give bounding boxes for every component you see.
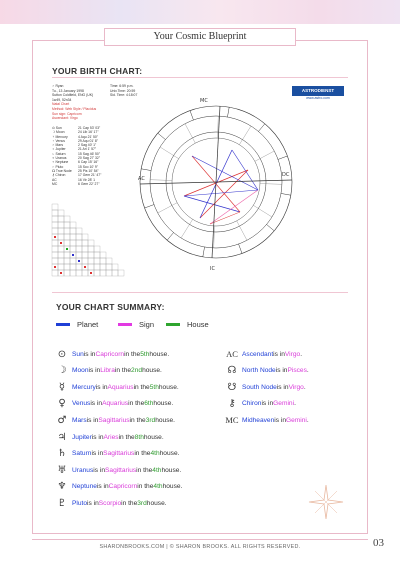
summary-row bbox=[52, 431, 164, 443]
aspect-grid-cell bbox=[64, 228, 70, 234]
glyph-icon: ♀ bbox=[58, 398, 66, 410]
chart-info-time-line: Time: 6:59 p.m. bbox=[110, 84, 134, 88]
summary-row bbox=[52, 497, 167, 509]
aspect-grid-cell bbox=[106, 270, 112, 276]
summary-sign: Virgo bbox=[284, 350, 301, 358]
summary-connector: in the bbox=[124, 350, 141, 358]
aspect-grid-cell bbox=[64, 240, 70, 246]
planet-table-position: 21 Ari 1' 57" bbox=[78, 147, 97, 152]
aspect-grid-cell bbox=[52, 228, 58, 234]
summary-connector: in the bbox=[134, 450, 151, 458]
glyph-icon: ⚷ bbox=[228, 398, 236, 410]
summary-suffix: . bbox=[303, 383, 306, 391]
aspect-grid-cell bbox=[112, 270, 118, 276]
chart-info-time-line: Univ.Time: 20:59 bbox=[110, 88, 136, 93]
summary-planet: Jupiter bbox=[72, 433, 92, 441]
summary-connector: in the bbox=[136, 466, 153, 474]
aspect-grid-mark bbox=[90, 272, 92, 274]
summary-house: 8th bbox=[134, 433, 144, 441]
aspect-grid-cell bbox=[88, 264, 94, 270]
birth-chart-image bbox=[52, 84, 348, 284]
summary-suffix: house. bbox=[159, 450, 180, 458]
aspect-grid-cell bbox=[58, 252, 64, 258]
summary-connector: is in bbox=[88, 367, 101, 375]
aspect-grid-cell bbox=[118, 270, 124, 276]
summary-connector: in the bbox=[128, 400, 145, 408]
summary-connector: in the bbox=[133, 383, 150, 391]
summary-planet: Venus bbox=[72, 400, 91, 408]
summary-sign: Scorpio bbox=[98, 499, 122, 507]
summary-connector: is in bbox=[90, 400, 103, 408]
planet-table-name: ♄ Saturn bbox=[52, 151, 66, 156]
summary-suffix: . bbox=[300, 350, 303, 358]
aspect-grid-cell bbox=[70, 258, 76, 264]
glyph-icon: AC bbox=[226, 349, 238, 359]
ic-label: IC bbox=[210, 266, 215, 272]
aspect-grid-cell bbox=[82, 246, 88, 252]
planet-table-position: 17 Gem 21' 47" bbox=[78, 173, 102, 178]
summary-row bbox=[222, 398, 296, 410]
planet-table-position: 25 Pis 10' 54" bbox=[78, 168, 99, 173]
legend-planet-swatch bbox=[56, 323, 70, 326]
chart-info-time-line: Sid. Time: 4:18:07 bbox=[110, 93, 138, 98]
summary-planet: Chiron bbox=[242, 400, 262, 408]
aspect-grid-cell bbox=[88, 258, 94, 264]
aspect-grid-cell bbox=[70, 228, 76, 234]
aspect-grid-cell bbox=[112, 264, 118, 270]
footer-copyright: SHARONBROOKS.COM | © SHARON BROOKS. ALL RIGHTS RESERVED. bbox=[99, 544, 301, 550]
summary-connector: is in bbox=[91, 450, 104, 458]
aspect-grid-cell bbox=[64, 252, 70, 258]
summary-connector: is in bbox=[87, 499, 99, 507]
aspect-grid-cell bbox=[52, 258, 58, 264]
aspect-grid-cell bbox=[64, 270, 70, 276]
summary-planet: Pluto bbox=[72, 499, 88, 507]
aspect-grid-cell bbox=[94, 252, 100, 258]
planet-table-position: 4 Aqu 21' 50" bbox=[78, 134, 98, 139]
summary-connector: in the bbox=[121, 499, 138, 507]
aspect-grid-cell bbox=[58, 258, 64, 264]
glyph-icon: ♂ bbox=[57, 414, 67, 426]
summary-connector: is in bbox=[273, 350, 285, 358]
summary-planet: South Node bbox=[242, 383, 277, 391]
chart-info-red-line: Natal Chart bbox=[52, 102, 70, 107]
summary-planet: Mars bbox=[72, 416, 87, 424]
glyph-icon: ☊ bbox=[227, 365, 237, 377]
aspect-grid-cell bbox=[52, 246, 58, 252]
aspect-grid-cell bbox=[58, 222, 64, 228]
summary-suffix: house. bbox=[158, 383, 179, 391]
aspect-grid-cell bbox=[52, 204, 58, 210]
summary-planet: Saturn bbox=[72, 450, 92, 458]
legend-house bbox=[166, 320, 209, 329]
summary-house: 2nd bbox=[131, 367, 143, 375]
legend-sign-swatch bbox=[118, 323, 132, 326]
aspect-grid-cell bbox=[64, 258, 70, 264]
glyph-icon: ♇ bbox=[57, 497, 67, 509]
summary-sign: Sagittarius bbox=[98, 416, 130, 424]
planet-table-name: AC bbox=[52, 177, 57, 182]
summary-sign: Pisces bbox=[287, 367, 307, 375]
aspect-grid-cell bbox=[82, 258, 88, 264]
aspect-grid-cell bbox=[94, 264, 100, 270]
aspect-grid-cell bbox=[100, 270, 106, 276]
chart-info-red-line: Method: Web Style / Placidus bbox=[52, 106, 97, 111]
summary-sign: Sagittarius bbox=[103, 450, 135, 458]
aspect-grid-cell bbox=[88, 240, 94, 246]
aspect-grid-cell bbox=[52, 270, 58, 276]
summary-connector: in the bbox=[129, 416, 146, 424]
mc-label: MC bbox=[200, 98, 208, 104]
summary-house: 5th bbox=[149, 383, 159, 391]
aspect-grid-cell bbox=[106, 258, 112, 264]
summary-suffix: house. bbox=[146, 499, 167, 507]
aspect-grid-cell bbox=[82, 234, 88, 240]
chart-info-line: Tu., 13 January 1998 bbox=[52, 88, 84, 93]
summary-connector: is in bbox=[96, 483, 109, 491]
summary-suffix: house. bbox=[149, 350, 170, 358]
summary-connector: is in bbox=[276, 383, 289, 391]
planet-table-position: 21 Cap 53' 03" bbox=[78, 126, 101, 130]
summary-planet: Mercury bbox=[72, 383, 96, 391]
planet-table-name: ⊙ Sun bbox=[52, 126, 62, 130]
summary-house: 3rd bbox=[145, 416, 156, 424]
planet-table-name: ♇ Pluto bbox=[52, 164, 64, 169]
summary-sign: Capricorn bbox=[95, 350, 125, 358]
chart-info-line: 1w49, 52n34 bbox=[52, 97, 72, 102]
planet-table-position: 6 Gem 22' 27" bbox=[78, 181, 100, 186]
glyph-icon: MC bbox=[225, 415, 239, 426]
planet-table-name: ☊ True Node bbox=[52, 168, 72, 173]
chart-info-line: ♂ Ryan bbox=[52, 84, 64, 88]
summary-suffix: house. bbox=[153, 400, 174, 408]
legend-house-swatch bbox=[166, 323, 180, 326]
chart-info-red-line: Ascendant: Virgo bbox=[52, 116, 78, 121]
summary-connector: is in bbox=[93, 466, 105, 474]
summary-suffix: . bbox=[306, 416, 309, 424]
summary-row bbox=[222, 381, 306, 393]
aspect-grid-cell bbox=[88, 246, 94, 252]
summary-row bbox=[52, 365, 162, 377]
summary-suffix: house. bbox=[142, 367, 162, 375]
planet-table-name: ♃ Jupiter bbox=[52, 147, 66, 152]
aspect-grid-cell bbox=[52, 252, 58, 258]
aspect-grid-cell bbox=[52, 216, 58, 222]
decorative-header-strip bbox=[0, 0, 400, 24]
color-legend bbox=[56, 320, 316, 332]
summary-connector: is in bbox=[274, 416, 286, 424]
aspect-grid-mark bbox=[78, 260, 80, 262]
legend-house-label: House bbox=[187, 320, 209, 329]
summary-row bbox=[222, 348, 302, 360]
summary-sign: Sagittarius bbox=[105, 466, 137, 474]
aspect-grid-cell bbox=[94, 258, 100, 264]
astrodienst-url: www.astro.com bbox=[306, 96, 330, 100]
glyph-icon: ☋ bbox=[227, 381, 237, 393]
planet-table-position: 24 Lib 16' 17" bbox=[78, 130, 99, 135]
summary-row bbox=[52, 448, 179, 460]
aspect-grid-cell bbox=[64, 234, 70, 240]
chart-divider bbox=[52, 292, 348, 293]
summary-house: 4th bbox=[153, 483, 163, 491]
aspect-grid-cell bbox=[82, 270, 88, 276]
page-title: Your Cosmic Blueprint bbox=[104, 28, 296, 46]
planet-table-position: 15 Sco 10' 9" bbox=[78, 164, 98, 169]
aspect-grid bbox=[52, 204, 138, 276]
planet-table-name: ♀ Venus bbox=[52, 138, 65, 143]
glyph-icon: ☽ bbox=[57, 365, 67, 377]
heading-divider bbox=[52, 77, 348, 78]
planet-table-name: ♂ Mars bbox=[52, 143, 64, 148]
glyph-icon: ☿ bbox=[58, 381, 66, 393]
summary-house: 4th bbox=[150, 450, 160, 458]
aspect-grid-cell bbox=[76, 228, 82, 234]
summary-row bbox=[52, 381, 179, 393]
aspect-grid-cell bbox=[52, 222, 58, 228]
summary-suffix: house. bbox=[162, 483, 183, 491]
aspect-grid-cell bbox=[70, 240, 76, 246]
summary-row bbox=[52, 348, 169, 360]
glyph-icon: ♅ bbox=[57, 464, 67, 476]
glyph-icon: ♆ bbox=[57, 481, 67, 493]
summary-house: 4th bbox=[152, 466, 162, 474]
summary-sign: Gemini bbox=[286, 416, 307, 424]
aspect-grid-cell bbox=[58, 264, 64, 270]
summary-row bbox=[222, 365, 309, 377]
page-number: 03 bbox=[373, 537, 384, 549]
aspect-grid-cell bbox=[64, 222, 70, 228]
planet-table-position: 20 Sag 27' 32" bbox=[78, 156, 101, 161]
summary-sign: Aquarius bbox=[102, 400, 129, 408]
aspect-grid-cell bbox=[64, 216, 70, 222]
aspect-grid-cell bbox=[106, 264, 112, 270]
aspect-grid-mark bbox=[60, 272, 62, 274]
chart-info-red-line: Sun sign: Capricorn bbox=[52, 111, 82, 116]
aspect-grid-cell bbox=[82, 240, 88, 246]
astrodienst-logo: ASTRODIENST bbox=[292, 86, 344, 96]
aspect-grid-cell bbox=[88, 252, 94, 258]
aspect-grid-cell bbox=[76, 246, 82, 252]
ac-label: AC bbox=[138, 176, 145, 182]
aspect-grid-cell bbox=[76, 234, 82, 240]
aspect-grid-cell bbox=[70, 270, 76, 276]
aspect-grid-mark bbox=[66, 248, 68, 250]
summary-connector: is in bbox=[95, 383, 108, 391]
summary-sign: Virgo bbox=[288, 383, 304, 391]
planet-position-table bbox=[52, 126, 140, 186]
aspect-grid-cell bbox=[76, 252, 82, 258]
summary-connector: in the bbox=[118, 433, 135, 441]
planet-table-row bbox=[52, 182, 140, 186]
summary-connector: is in bbox=[91, 433, 104, 441]
sparkle-icon bbox=[308, 484, 344, 520]
glyph-icon: ♄ bbox=[57, 448, 67, 460]
summary-sign: Gemini bbox=[273, 400, 295, 408]
planet-table-name: ♆ Neptune bbox=[52, 160, 69, 165]
summary-house: 6th bbox=[144, 400, 154, 408]
aspect-grid-cell bbox=[70, 264, 76, 270]
aspect-grid-cell bbox=[70, 222, 76, 228]
summary-row bbox=[52, 414, 175, 426]
summary-planet: North Node bbox=[242, 367, 276, 375]
summary-suffix: . bbox=[294, 400, 296, 408]
summary-connector: in the bbox=[114, 367, 132, 375]
chart-info-right bbox=[110, 84, 137, 98]
aspect-grid-cell bbox=[76, 270, 82, 276]
aspect-grid-mark bbox=[54, 236, 56, 238]
aspect-grid-cell bbox=[58, 216, 64, 222]
aspect-grid-cell bbox=[76, 240, 82, 246]
aspect-grid-cell bbox=[70, 246, 76, 252]
aspect-grid-cell bbox=[100, 258, 106, 264]
summary-row bbox=[52, 398, 173, 410]
chart-wheel bbox=[140, 84, 292, 284]
summary-planet: Moon bbox=[72, 367, 89, 375]
summary-planet: Ascendant bbox=[242, 350, 274, 358]
aspect-grid-mark bbox=[84, 266, 86, 268]
summary-row bbox=[52, 481, 182, 493]
aspect-grid-cell bbox=[70, 234, 76, 240]
glyph-icon: ⊙ bbox=[57, 348, 67, 360]
summary-suffix: house. bbox=[155, 416, 176, 424]
summary-heading: YOUR CHART SUMMARY: bbox=[56, 302, 165, 312]
dc-label: DC bbox=[282, 172, 290, 178]
aspect-grid-cell bbox=[58, 246, 64, 252]
summary-sign: Capricorn bbox=[108, 483, 138, 491]
planet-table-position: 15 Sag 46' 50" bbox=[78, 151, 101, 156]
aspect-grid-cell bbox=[94, 270, 100, 276]
legend-planet bbox=[56, 320, 98, 329]
planet-table-name: ☽ Moon bbox=[52, 130, 65, 135]
summary-sign: Aries bbox=[103, 433, 119, 441]
summary-planet: Midheaven bbox=[242, 416, 275, 424]
summary-connector: is in bbox=[83, 350, 96, 358]
summary-sign: Libra bbox=[100, 367, 115, 375]
birth-chart-heading: YOUR BIRTH CHART: bbox=[52, 66, 143, 76]
aspect-grid-cell bbox=[58, 210, 64, 216]
aspect-grid-cell bbox=[64, 264, 70, 270]
aspect-grid-cell bbox=[82, 252, 88, 258]
aspect-grid-cell bbox=[76, 264, 82, 270]
planet-table-name: ♅ Uranus bbox=[52, 156, 67, 161]
planet-table-position: 29 Aqu 01' 8" bbox=[78, 138, 98, 143]
planet-table-position: 6 Cap 15' 16" bbox=[78, 160, 99, 165]
legend-sign-label: Sign bbox=[139, 320, 155, 329]
chart-info-line: Sutton Coldfield, ENG (UK) bbox=[52, 93, 94, 98]
planet-table-position: 2 Sag 40' 1" bbox=[78, 143, 97, 148]
summary-row bbox=[52, 464, 181, 476]
aspect-grid-cell bbox=[58, 228, 64, 234]
summary-planet: Sun bbox=[72, 350, 84, 358]
summary-row bbox=[222, 414, 309, 426]
aspect-grid-cell bbox=[52, 210, 58, 216]
summary-planet: Uranus bbox=[72, 466, 94, 474]
planet-table-name: ☿ Mercury bbox=[52, 134, 68, 139]
glyph-icon: ♃ bbox=[57, 431, 67, 443]
aspect-grid-cell bbox=[100, 264, 106, 270]
summary-connector: is in bbox=[86, 416, 99, 424]
summary-connector: is in bbox=[275, 367, 288, 375]
planet-table-position: 16 Vir 28' 1 bbox=[78, 177, 95, 182]
aspect-grid-mark bbox=[60, 242, 62, 244]
summary-suffix: house. bbox=[161, 466, 182, 474]
summary-connector: is in bbox=[261, 400, 274, 408]
summary-house: 3rd bbox=[137, 499, 147, 507]
aspect-grid-cell bbox=[94, 246, 100, 252]
summary-house: 5th bbox=[140, 350, 150, 358]
summary-planet: Neptune bbox=[72, 483, 97, 491]
aspect-grid-mark bbox=[72, 254, 74, 256]
legend-planet-label: Planet bbox=[77, 320, 99, 329]
aspect-grid-mark bbox=[54, 266, 56, 268]
aspect-grid-cell bbox=[52, 240, 58, 246]
planet-table-name: ⚷ Chiron bbox=[52, 173, 66, 178]
planet-table-name: MC bbox=[52, 181, 58, 186]
summary-connector: in the bbox=[137, 483, 154, 491]
legend-sign bbox=[118, 320, 154, 329]
aspect-grid-cell bbox=[58, 234, 64, 240]
summary-suffix: house. bbox=[143, 433, 164, 441]
footer-divider bbox=[32, 539, 368, 540]
summary-sign: Aquarius bbox=[107, 383, 134, 391]
summary-suffix: . bbox=[306, 367, 309, 375]
aspect-grid-cell bbox=[100, 252, 106, 258]
